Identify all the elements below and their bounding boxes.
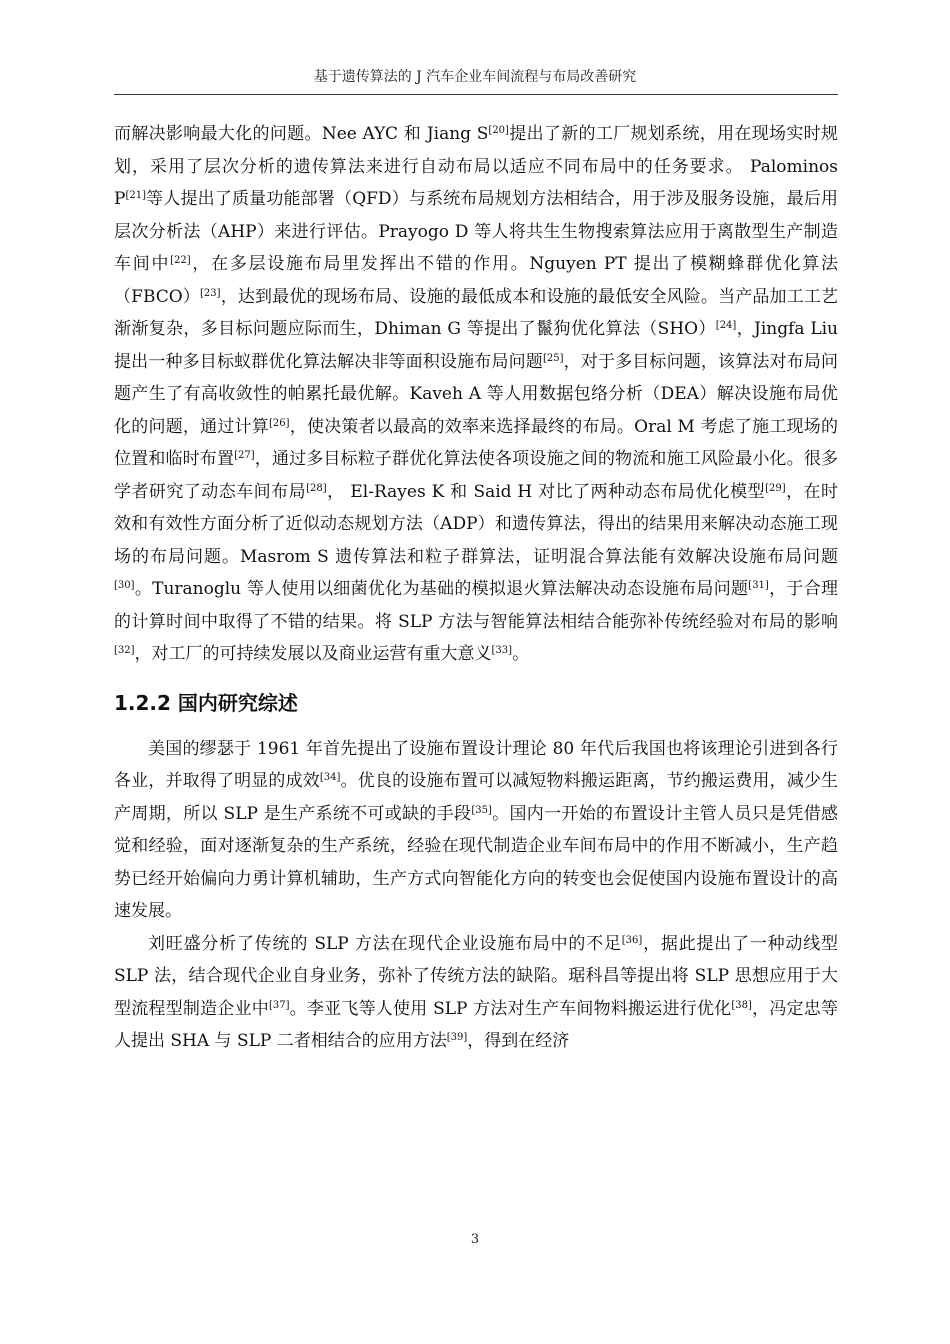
body-paragraph: 美国的缪瑟于 1961 年首先提出了设施布置设计理论 80 年代后我国也将该理论引进到各行各业，并取得了明显的成效[34]。优良的设施布置可以减短物料搬运距离，节约搬运费用，减少生产周期，所以 SLP 是生产系统不可或缺的手段[35]。国内一开始的布置设计主管人员只是凭借感觉和经验，面对逐渐复杂的生产系统，经验在现代制造企业车间布局中的作用不断减小，生产趋势已经开始偏向力勇计算机辅助，生产方式向智能化方向的转变也会促使国内设施布置设计的高速发展。 — [114, 738, 839, 921]
citation-ref: [28] — [306, 482, 327, 494]
citation-ref: [23] — [200, 287, 221, 299]
body-paragraph: 刘旺盛分析了传统的 SLP 方法在现代企业设施布局中的不足[36]，据此提出了一种动线型 SLP 法，结合现代企业自身业务，弥补了传统方法的缺陷。琚科昌等提出将 SLP 思想应用于大型流程型制造企业中[37]。李亚飞等人使用 SLP 方法对生产车间物料搬运进行优化[38]，冯定忠等人提出 SHA 与 SLP 二者相结合的应用方法[39]，得到在经济 — [114, 933, 839, 1051]
citation-ref: [24] — [715, 320, 737, 331]
running-header: 基于遗传算法的 J 汽车企业车间流程与布局改善研究 — [313, 69, 637, 85]
citation-ref: [25] — [542, 352, 564, 364]
citation-ref: [20] — [488, 125, 509, 136]
body-paragraph: 而解决影响最大化的问题。Nee AYC 和 Jiang S[20]提出了新的工厂规划系统，用在现场实时规划，采用了层次分析的遗传算法来进行自动布局以适应不同布局中的任务要求。 Palominos P[21]等人提出了质量功能部署（QFD）与系统布局规划方法相结合，用于涉及服务设施，最后用层次分析法（AHP）来进行评估。Prayogo D 等人将共生生物搜索算法应用于离散型生产制造车间中[22]，在多层设施布局里发挥出不错的作用。Nguyen PT 提出了模糊蜂群优化算法（FBCO）[23]，达到最优的现场布局、设施的最低成本和设施的最低安全风险。当产品加工工艺渐渐复杂，多目标问题应际而生，Dhiman G 等提出了鬣狗优化算法（SHO）[24]，Jingfa Liu 提出一种多目标蚁群优化算法解决非等面积设施布局问题[25]，对于多目标问题，该算法对布局问题产生了有高收敛性的帕累托最优解。Kaveh A 等人用数据包络分析（DEA）解决设施布局优化的问题，通过计算[26]，使决策者以最高的效率来选择最终的布局。Oral M 考虑了施工现场的位置和临时布置[27]，通过多目标粒子群优化算法使各项设施之间的物流和施工风险最小化。很多学者研究了动态车间布局[28]， El-Rayes K 和 Said H 对比了两种动态布局优化模型[29]，在时效和有效性方面分析了近似动态规划方法（ADP）和遗传算法，得出的结果用来解决动态施工现场的布局问题。Masrom S 遗传算法和粒子群算法，证明混合算法能有效解决设施布局问题[30]。Turanoglu 等人使用以细菌优化为基础的模拟退火算法解决动态设施布局问题[31]，于合理的计算时间中取得了不错的结果。将 SLP 方法与智能算法相结合能弥补传统经验对布局的影响[32]，对工厂的可持续发展以及商业运营有重大意义[33]。 — [114, 124, 839, 664]
citation-ref: [27] — [234, 450, 255, 461]
section-heading: 1.2.2 国内研究综述 — [114, 690, 298, 715]
citation-ref: [39] — [446, 1032, 468, 1043]
citation-ref: [22] — [170, 255, 191, 266]
citation-ref: [36] — [621, 934, 643, 946]
citation-ref: [33] — [491, 645, 513, 656]
citation-ref: [34] — [319, 772, 341, 783]
citation-ref: [31] — [748, 580, 769, 591]
citation-ref: [32] — [114, 645, 135, 656]
main-content — [114, 118, 838, 1058]
citation-ref: [21] — [125, 190, 146, 201]
citation-ref: [38] — [731, 999, 752, 1011]
header-divider — [114, 94, 838, 95]
citation-ref: [30] — [114, 580, 135, 591]
page-number: 3 — [470, 1232, 480, 1247]
citation-ref: [26] — [269, 417, 290, 429]
citation-ref: [35] — [471, 804, 492, 816]
citation-ref: [37] — [268, 999, 290, 1011]
citation-ref: [29] — [765, 482, 786, 494]
